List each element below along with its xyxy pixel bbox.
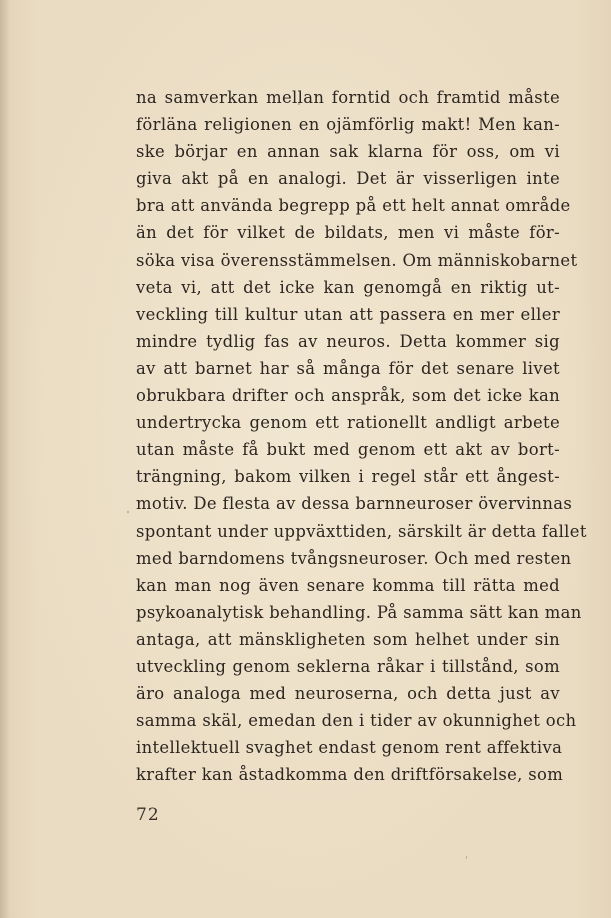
text-line: förläna religionen en ojämförlig makt! Men kan- [136, 115, 560, 135]
text-line: söka visa överensstämmelsen. Om människobarnet [136, 250, 578, 270]
paper-speck [466, 856, 467, 859]
page-edge-shadow [0, 0, 10, 918]
text-line: giva akt på en analogi. Det är visserligen inte [136, 169, 560, 189]
text-line: undertrycka genom ett rationellt andligt arbete [136, 413, 560, 433]
page-number: 72 [136, 805, 160, 825]
text-line: med barndomens tvångsneuroser. Och med resten [136, 548, 572, 568]
paper-speck [298, 103, 300, 105]
text-line: kan man nog även senare komma till rätta med [136, 575, 560, 595]
text-line: veckling till kultur utan att passera en mer eller [136, 304, 560, 324]
text-line: än det för vilket de bildats, men vi måste för- [136, 223, 560, 243]
text-line: äro analoga med neuroserna, och detta just av [136, 684, 560, 704]
text-line: obrukbara drifter och anspråk, som det icke kan [136, 386, 560, 406]
body-text [136, 84, 587, 788]
text-line: veta vi, att det icke kan genomgå en riktig ut- [136, 277, 560, 297]
text-line: utan måste få bukt med genom ett akt av bort- [136, 440, 560, 460]
text-line: utveckling genom seklerna råkar i tillstånd, som [136, 656, 560, 676]
text-line: psykoanalytisk behandling. På samma sätt kan man [136, 602, 582, 622]
text-line: intellektuell svaghet endast genom rent affektiva [136, 738, 563, 758]
text-line: mindre tydlig fas av neuros. Detta kommer sig [136, 331, 560, 351]
text-line: bra att använda begrepp på ett helt annat område [136, 196, 571, 216]
text-line: av att barnet har så många för det senare livet [136, 358, 560, 378]
text-line: antaga, att mänskligheten som helhet under sin [136, 629, 560, 649]
text-line: samma skäl, emedan den i tider av okunnighet och [136, 711, 577, 731]
text-line: trängning, bakom vilken i regel står ett ångest- [136, 467, 560, 487]
paper-speck [127, 511, 129, 513]
text-line: krafter kan åstadkomma den driftförsakelse, som [136, 765, 564, 785]
text-line: na samverkan mellan forntid och framtid måste [136, 88, 560, 107]
text-line: spontant under uppväxttiden, särskilt är detta fallet [136, 521, 587, 541]
text-line: motiv. De flesta av dessa barnneuroser övervinnas [136, 494, 573, 514]
text-line: ske börjar en annan sak klarna för oss, om vi [136, 142, 560, 162]
